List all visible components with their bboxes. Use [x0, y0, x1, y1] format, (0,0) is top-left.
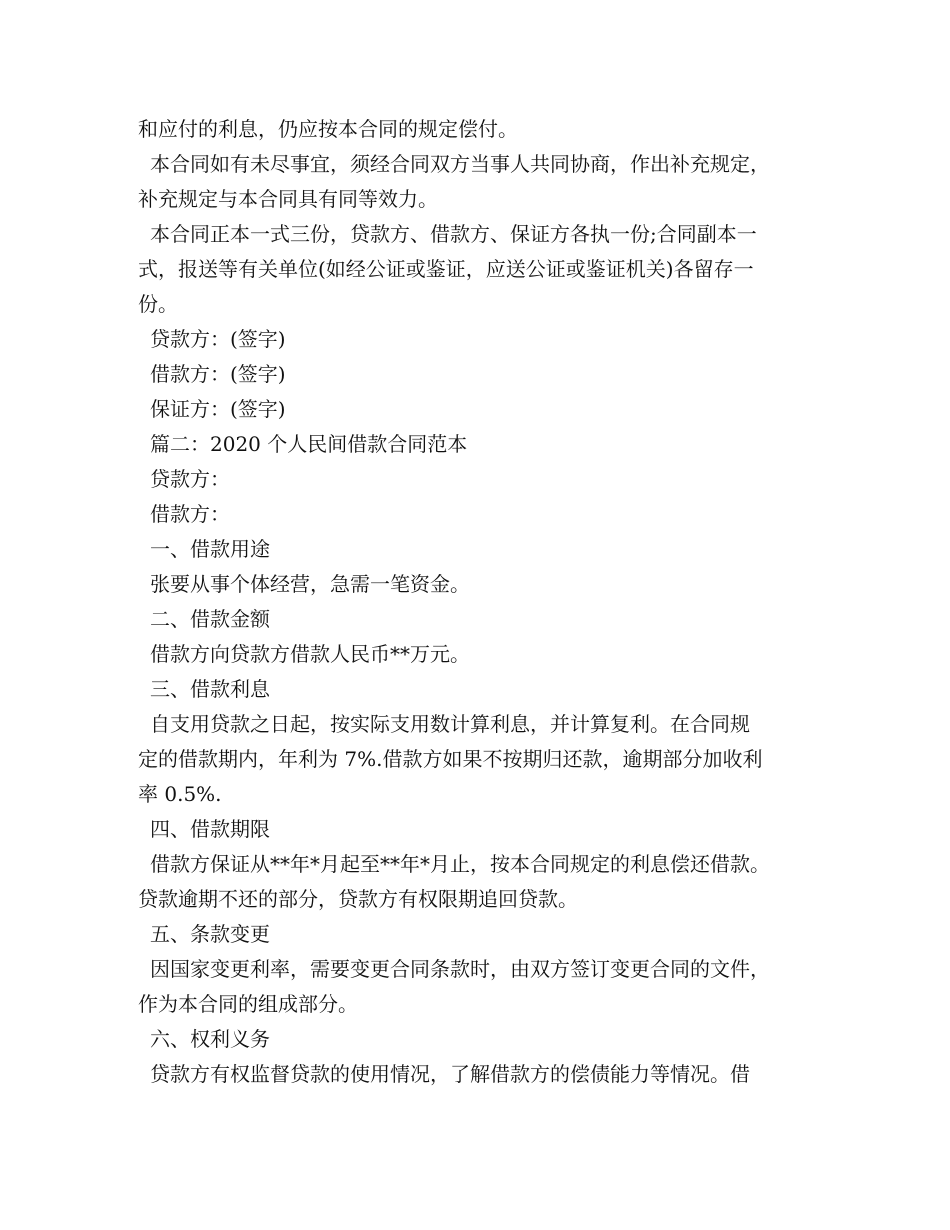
document-body: [138, 112, 820, 1092]
text-line: 贷款逾期不还的部分，贷款方有权限期追回贷款。: [138, 887, 578, 911]
text-line: 借款方保证从**年*月起至**年*月止，按本合同规定的利息偿还借款。: [150, 852, 770, 876]
text-line: 贷款方：: [150, 467, 230, 491]
text-line: 本合同正本一式三份，贷款方、借款方、保证方各执一份;合同副本一: [150, 222, 757, 246]
text-line: 补充规定与本合同具有同等效力。: [138, 187, 438, 211]
text-line: 因国家变更利率，需要变更合同条款时，由双方签订变更合同的文件，: [150, 957, 770, 981]
text-line: 保证方：(签字): [150, 397, 286, 421]
text-line: 借款方：(签字): [150, 362, 286, 386]
text-line: 份。: [138, 292, 178, 316]
text-line: 借款方向贷款方借款人民币**万元。: [150, 642, 470, 666]
text-line: 借款方：: [150, 502, 230, 526]
text-line: 自支用贷款之日起，按实际支用数计算利息，并计算复利。在合同规: [150, 712, 750, 736]
text-line: 率 0.5%.: [138, 782, 222, 806]
text-line: 本合同如有未尽事宜，须经合同双方当事人共同协商，作出补充规定，: [150, 152, 770, 176]
text-line: 作为本合同的组成部分。: [138, 992, 358, 1016]
text-line: 式，报送等有关单位(如经公证或鉴证，应送公证或鉴证机关)各留存一: [138, 257, 754, 281]
text-line: 定的借款期内，年利为 7%.借款方如果不按期归还款，逾期部分加收利: [138, 747, 763, 771]
text-line: 二、借款金额: [150, 607, 270, 631]
text-line: 五、条款变更: [150, 922, 270, 946]
text-line: 贷款方有权监督贷款的使用情况，了解借款方的偿债能力等情况。借: [150, 1062, 750, 1086]
text-line: 贷款方：(签字): [150, 327, 286, 351]
text-line: 和应付的利息，仍应按本合同的规定偿付。: [138, 117, 518, 141]
text-line: 三、借款利息: [150, 677, 270, 701]
text-line: 四、借款期限: [150, 817, 270, 841]
text-line: 六、权利义务: [150, 1027, 270, 1051]
text-line: 篇二：2020 个人民间借款合同范本: [150, 432, 468, 456]
text-line: 张要从事个体经营，急需一笔资金。: [150, 572, 470, 596]
text-line: 一、借款用途: [150, 537, 270, 561]
